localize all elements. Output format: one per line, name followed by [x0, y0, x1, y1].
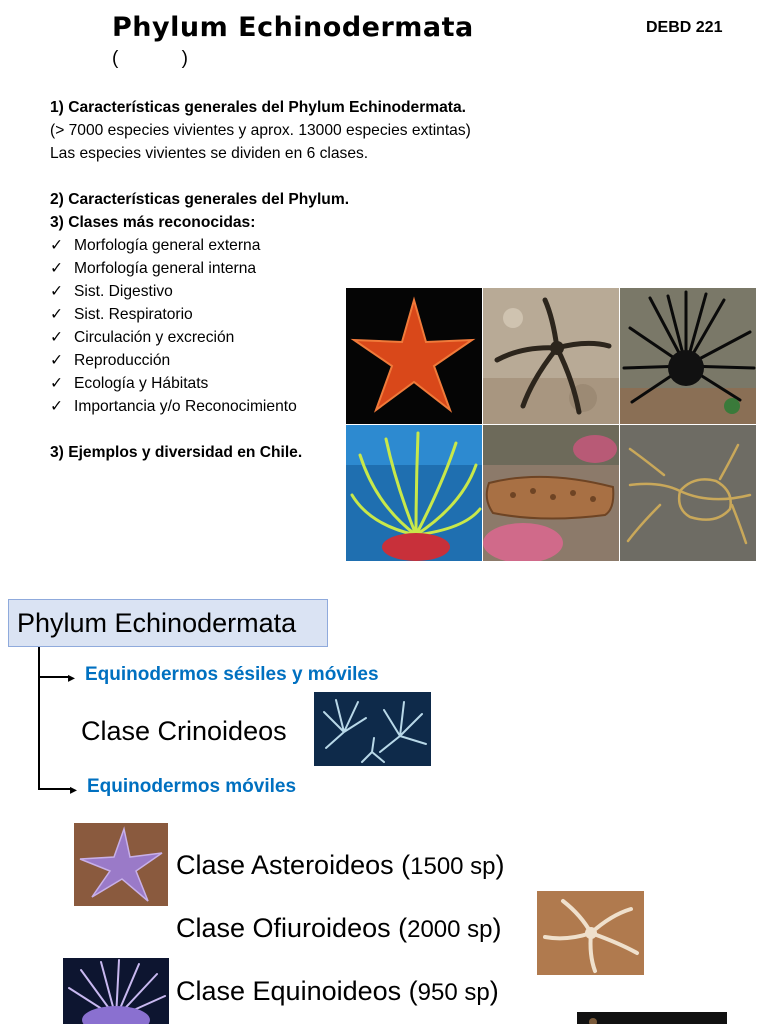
section-heading-3: 3) Clases más reconocidas:	[50, 214, 256, 231]
checklist-item: ✓ Sist. Digestivo	[50, 283, 173, 300]
species-count: 2000 sp	[407, 916, 493, 943]
photo-larva	[620, 425, 756, 561]
classes-count-line: Las especies vivientes se dividen en 6 clases.	[50, 145, 369, 162]
class-crinoideos: Clase Crinoideos	[81, 716, 287, 746]
checklist-item: ✓ Importancia y/o Reconocimiento	[50, 398, 297, 415]
checklist-item: ✓ Ecología y Hábitats	[50, 375, 209, 392]
arrowhead-icon: ▸	[68, 669, 76, 685]
thumb-echinoid	[63, 958, 169, 1024]
photo-crinoid	[346, 425, 482, 561]
photo-red-starfish	[346, 288, 482, 424]
species-count: 950 sp	[417, 979, 490, 1006]
check-icon: ✓	[50, 352, 64, 369]
check-icon: ✓	[50, 237, 64, 254]
check-icon: ✓	[50, 329, 64, 346]
class-ofiuroideos: Clase Ofiuroideos (2000 sp)	[176, 913, 502, 943]
branch-connector-2	[38, 788, 72, 790]
thumb-crinoid	[314, 692, 431, 766]
species-count: 1500 sp	[410, 853, 496, 880]
checklist-item: ✓ Reproducción	[50, 352, 171, 369]
thumb-asteroid	[74, 823, 168, 906]
page-title: Phylum Echinodermata	[112, 12, 474, 43]
section-heading-2: 2) Características generales del Phylum.	[50, 191, 350, 208]
branch-label-sessile-mobile: Equinodermos sésiles y móviles	[85, 664, 379, 685]
section-heading-4: 3) Ejemplos y diversidad en Chile.	[50, 444, 303, 461]
checklist-item: ✓ Sist. Respiratorio	[50, 306, 193, 323]
branch-connector-1	[38, 676, 70, 678]
branch-label-mobile: Equinodermos móviles	[87, 776, 297, 797]
check-icon: ✓	[50, 306, 64, 323]
photo-brittle-star	[483, 288, 619, 424]
class-asteroideos: Clase Asteroideos (1500 sp)	[176, 850, 505, 880]
course-code: DEBD 221	[646, 19, 723, 36]
checklist-item: ✓ Morfología general externa	[50, 237, 261, 254]
check-icon: ✓	[50, 260, 64, 277]
check-icon: ✓	[50, 375, 64, 392]
checklist-item: ✓ Circulación y excreción	[50, 329, 235, 346]
tree-trunk	[38, 647, 40, 790]
phylum-box: Phylum Echinodermata	[8, 599, 328, 647]
photo-sea-cucumber	[483, 425, 619, 561]
subtitle-parens: ( )	[112, 48, 188, 69]
section-heading-1: 1) Características generales del Phylum Echinodermata.	[50, 99, 467, 116]
thumb-ophiuroid	[537, 891, 644, 975]
arrowhead-icon: ▸	[70, 781, 78, 797]
class-equinoideos: Clase Equinoideos (950 sp)	[176, 976, 499, 1006]
thumb-partial	[577, 1012, 727, 1024]
species-count-line: (> 7000 especies vivientes y aprox. 13000 especies extintas)	[50, 122, 471, 139]
check-icon: ✓	[50, 398, 64, 415]
check-icon: ✓	[50, 283, 64, 300]
photo-sea-urchin	[620, 288, 756, 424]
checklist-item: ✓ Morfología general interna	[50, 260, 257, 277]
